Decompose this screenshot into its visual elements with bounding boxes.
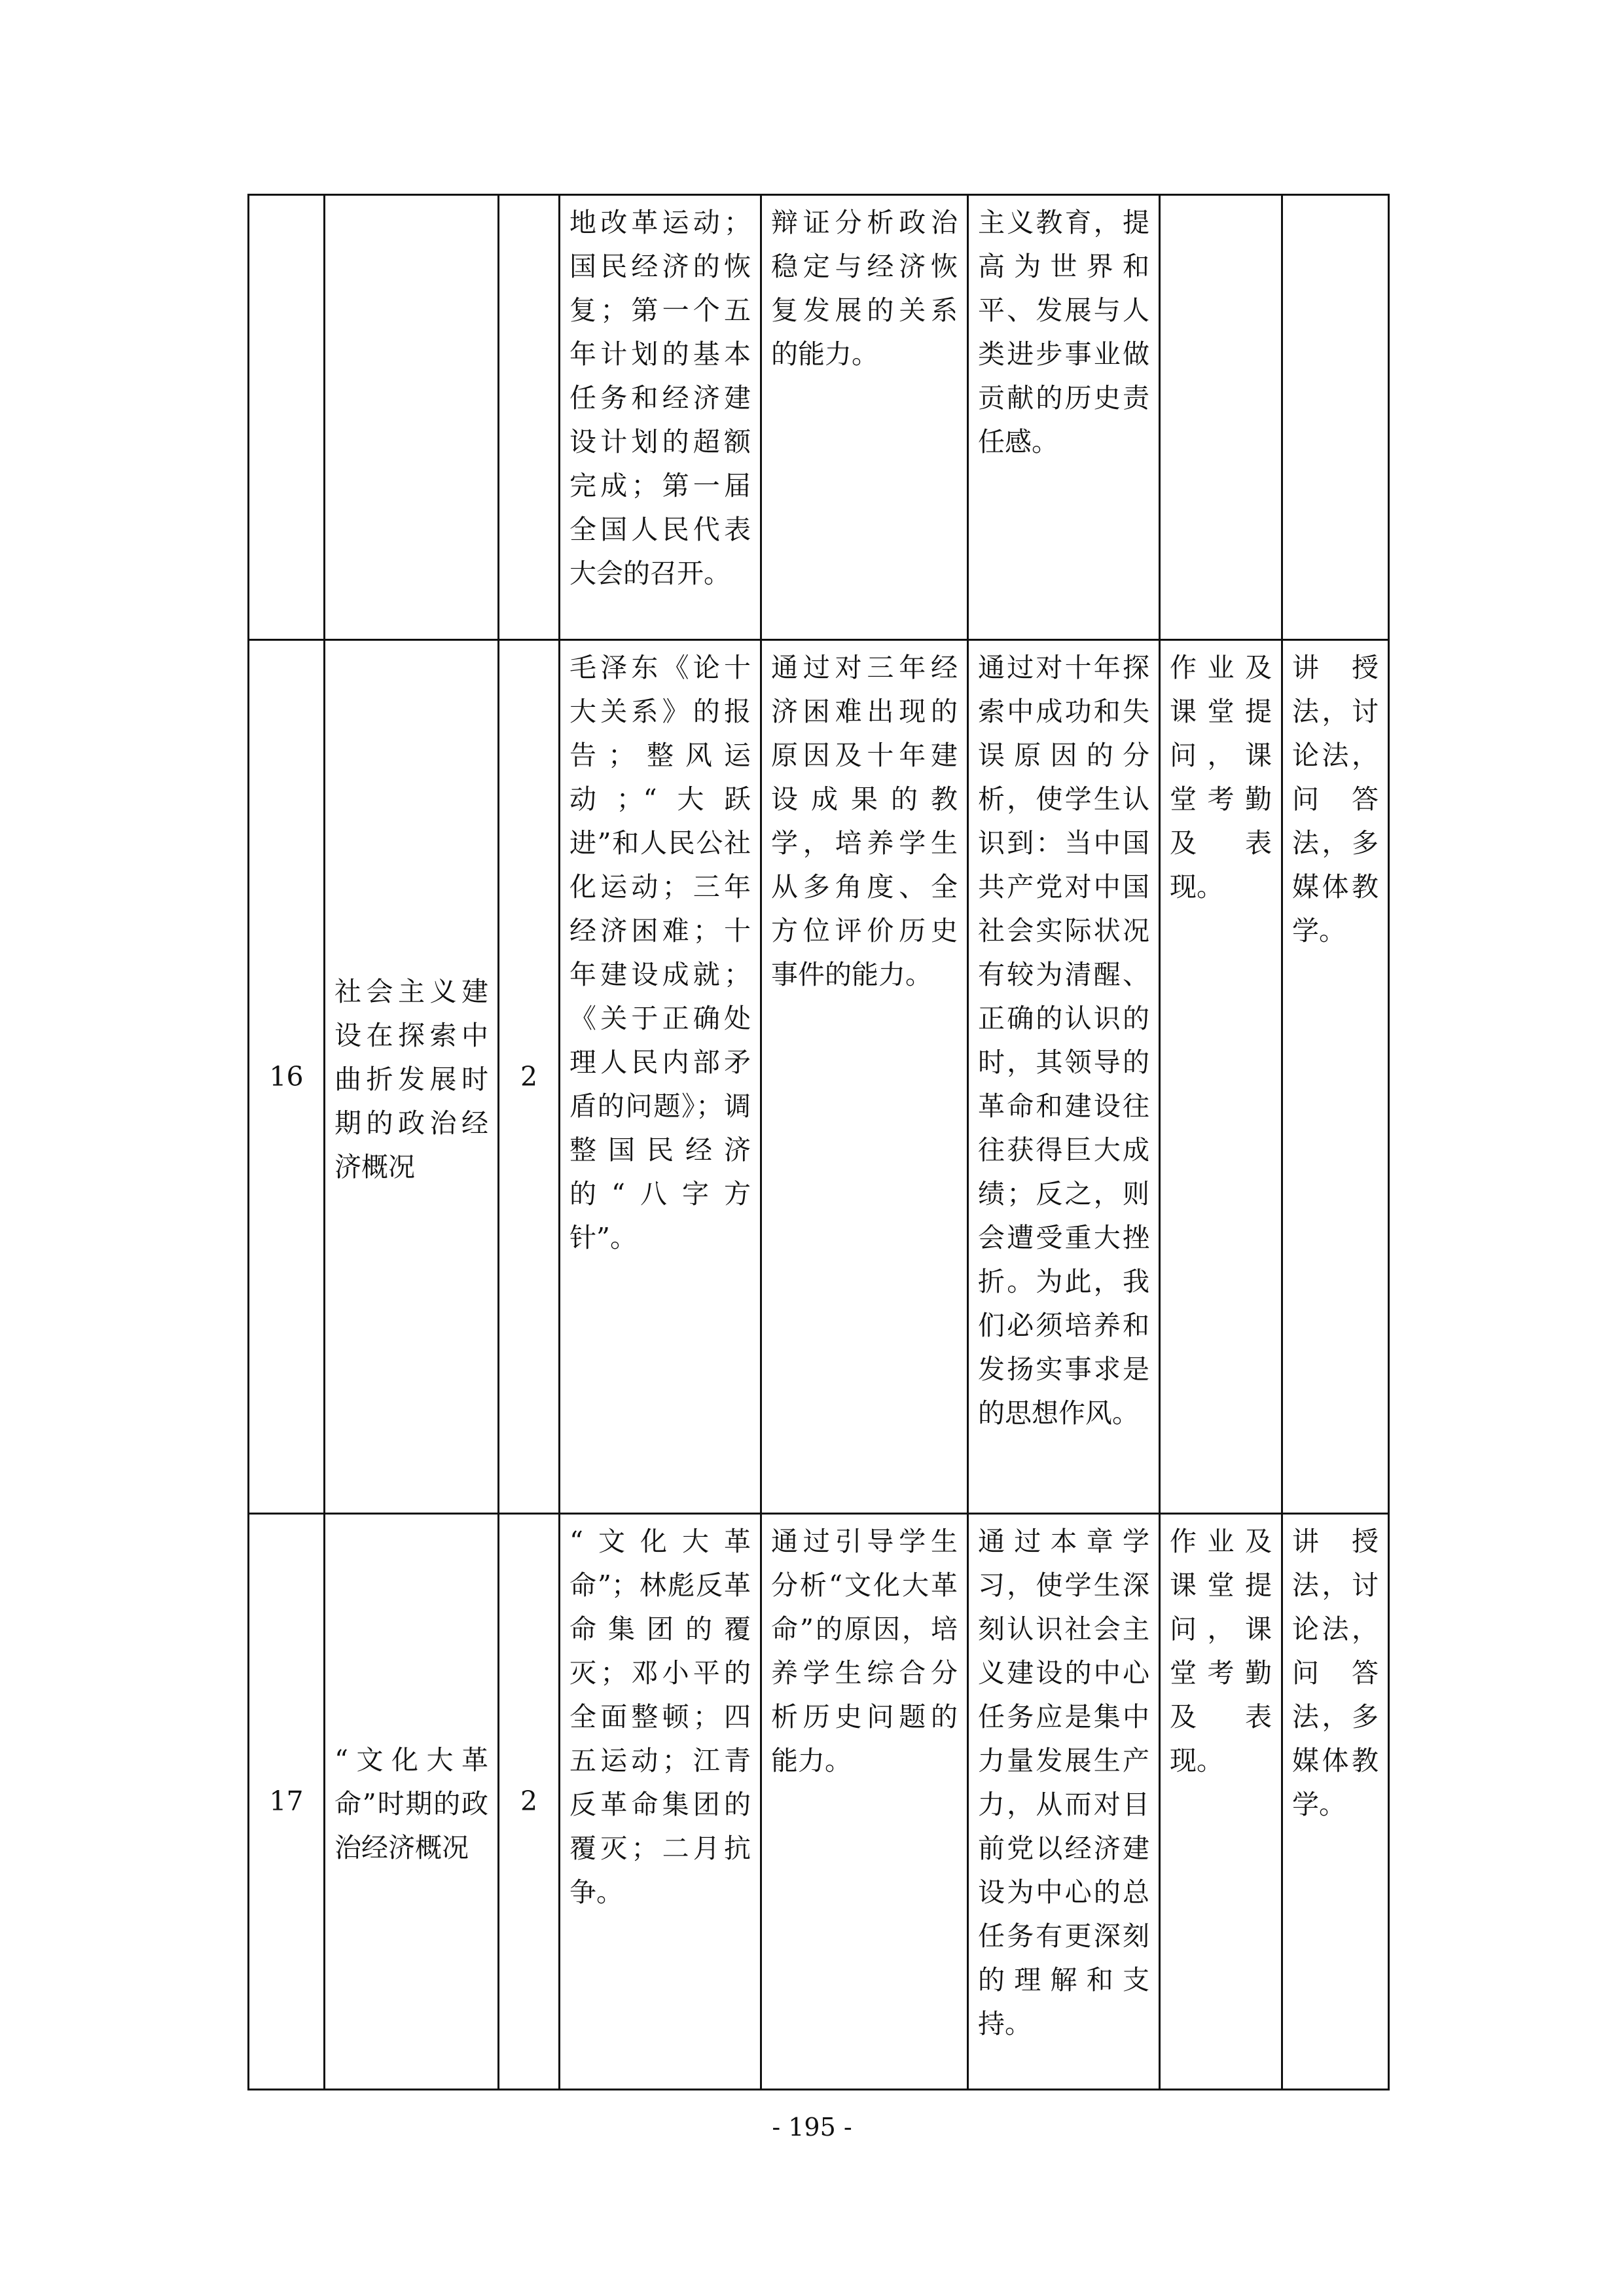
teaching-method-cell: 讲授法，讨论法，问答法，多媒体教学。 (1282, 1514, 1389, 2090)
quality-goal-cell: 通过本章学习，使学生深刻认识社会主义建设的中心任务应是集中力量发展生产力，从而对目前党以经济建设为中心的总任务有更深刻的理解和支持。 (968, 1514, 1160, 2090)
course-schedule-table (247, 194, 1390, 2090)
assessment-cell: 作业及课堂提问，课堂考勤及表现。 (1160, 1514, 1282, 2090)
table-row (249, 640, 1389, 1514)
lesson-hours-cell (499, 195, 560, 640)
lesson-title-cell: “文化大革命”时期的政治经济概况 (325, 1514, 499, 2090)
lesson-hours-cell: 2 (499, 640, 560, 1514)
assessment-cell (1160, 195, 1282, 640)
teaching-content-cell: 地改革运动；国民经济的恢复；第一个五年计划的基本任务和经济建设计划的超额完成；第一届全国人民代表大会的召开。 (560, 195, 761, 640)
lesson-title-cell: 社会主义建设在探索中曲折发展时期的政治经济概况 (325, 640, 499, 1514)
teaching-method-cell: 讲授法，讨论法，问答法，多媒体教学。 (1282, 640, 1389, 1514)
assessment-cell: 作业及课堂提问，课堂考勤及表现。 (1160, 640, 1282, 1514)
page-number: - 195 - (772, 2113, 852, 2142)
ability-goal-cell: 通过对三年经济困难出现的原因及十年建设成果的教学，培养学生从多角度、全方位评价历史事件的能力。 (761, 640, 968, 1514)
lesson-hours-cell: 2 (499, 1514, 560, 2090)
lesson-number-cell (249, 195, 325, 640)
quality-goal-cell: 主义教育，提高为世界和平、发展与人类进步事业做贡献的历史责任感。 (968, 195, 1160, 640)
lesson-number-cell: 17 (249, 1514, 325, 2090)
quality-goal-cell: 通过对十年探索中成功和失误原因的分析，使学生认识到：当中国共产党对中国社会实际状况有较为清醒、正确的认识的时，其领导的革命和建设往往获得巨大成绩；反之，则会遭受重大挫折。为此，我们必须培养和发扬实事求是的思想作风。 (968, 640, 1160, 1514)
table-row (249, 1514, 1389, 2090)
ability-goal-cell: 辩证分析政治稳定与经济恢复发展的关系的能力。 (761, 195, 968, 640)
lesson-title-cell (325, 195, 499, 640)
teaching-content-cell: 毛泽东《论十大关系》的报告；整风运动；“大跃进”和人民公社化运动；三年经济困难；十年建设成就；《关于正确处理人民内部矛盾的问题》；调整国民经济的“八字方针”。 (560, 640, 761, 1514)
ability-goal-cell: 通过引导学生分析“文化大革命”的原因，培养学生综合分析历史问题的能力。 (761, 1514, 968, 2090)
teaching-method-cell (1282, 195, 1389, 640)
lesson-number-cell: 16 (249, 640, 325, 1514)
table-row (249, 195, 1389, 640)
teaching-content-cell: “文化大革命”；林彪反革命集团的覆灭；邓小平的全面整顿；四五运动；江青反革命集团的覆灭；二月抗争。 (560, 1514, 761, 2090)
